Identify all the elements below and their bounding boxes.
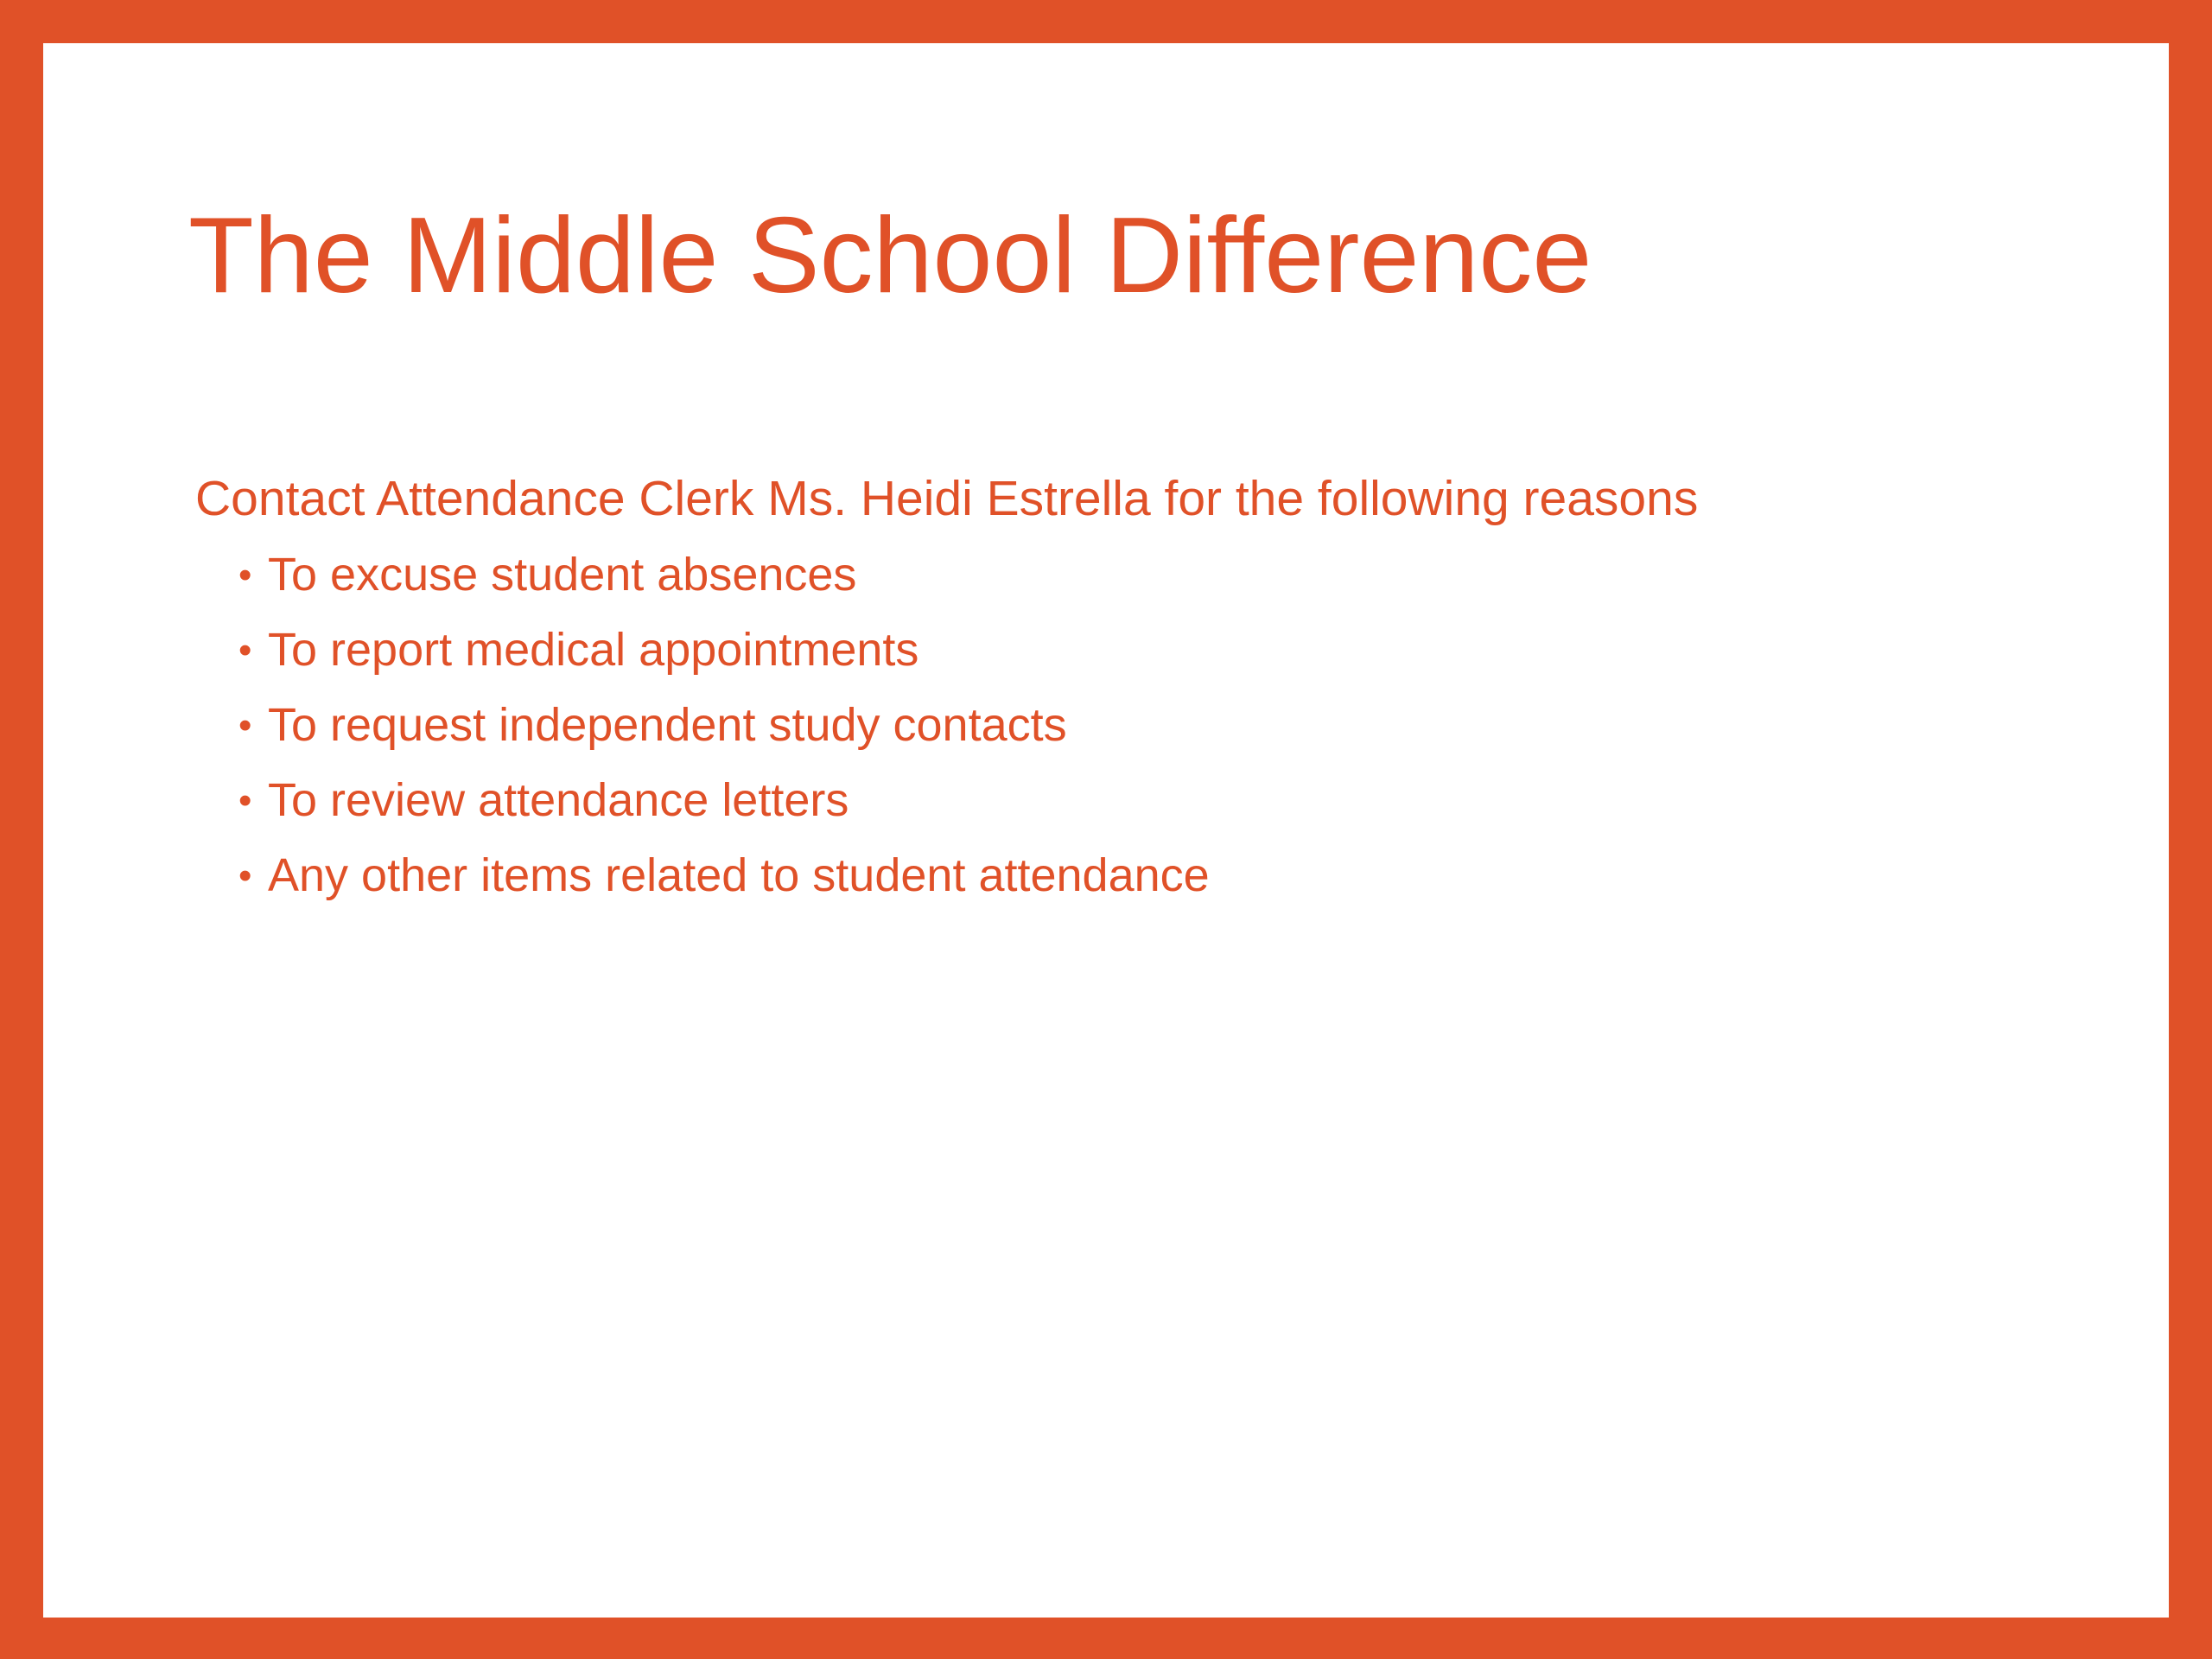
bullet-dot-icon: • <box>238 628 252 671</box>
bullet-text: Any other items related to student attendance <box>268 849 1210 901</box>
bullet-text: To excuse student absences <box>268 548 857 601</box>
slide-body <box>195 467 1820 913</box>
bullet-item <box>195 537 1820 613</box>
bullet-text: To request independent study contacts <box>268 698 1067 751</box>
bullet-item <box>195 613 1820 688</box>
bullet-item <box>195 688 1820 763</box>
bullet-dot-icon: • <box>238 553 252 596</box>
bullet-item <box>195 838 1820 913</box>
bullet-list <box>195 537 1820 913</box>
bullet-dot-icon: • <box>238 703 252 747</box>
bullet-text: To review attendance letters <box>268 773 849 826</box>
intro-text: Contact Attendance Clerk Ms. Heidi Estrella for the following reasons <box>195 471 1699 526</box>
slide-title: The Middle School Difference <box>188 196 1592 315</box>
bullet-item <box>195 763 1820 838</box>
bullet-dot-icon: • <box>238 854 252 897</box>
bullet-dot-icon: • <box>238 779 252 822</box>
bullet-text: To report medical appointments <box>268 623 919 676</box>
